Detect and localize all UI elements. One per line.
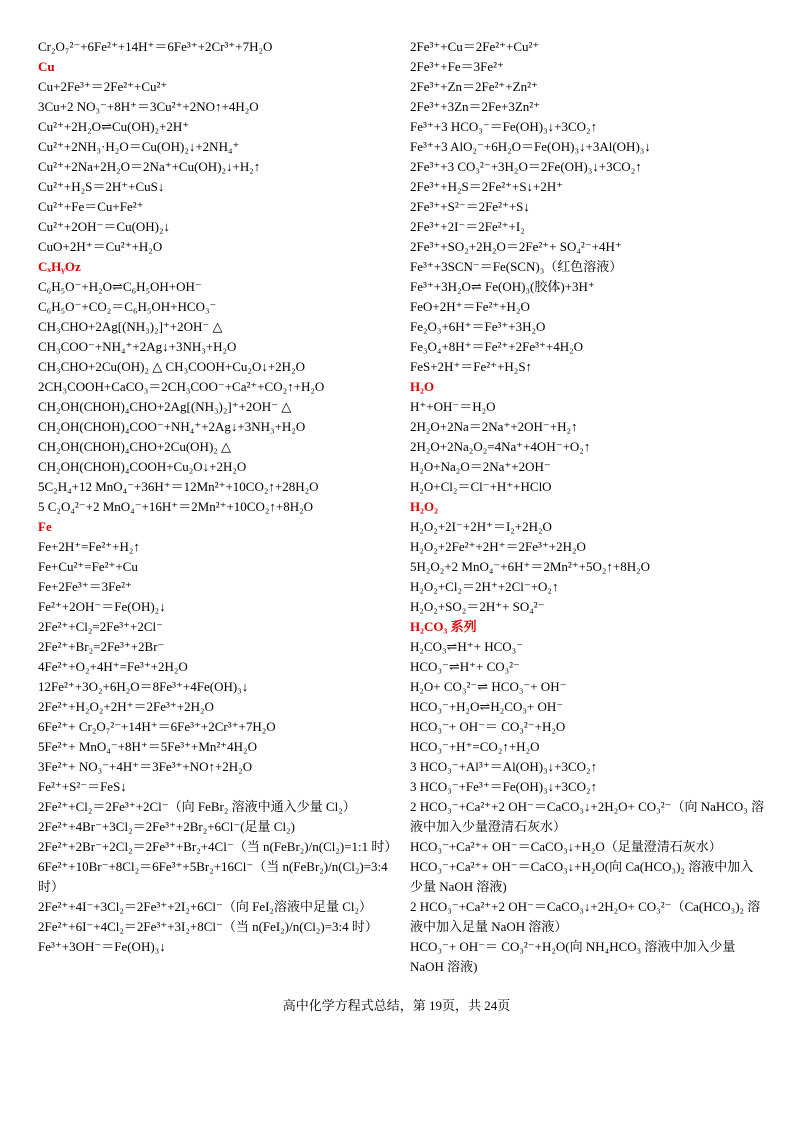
equation-line: Cu+2Fe³⁺＝2Fe²⁺+Cu²⁺ — [38, 79, 168, 94]
equation-line: 2Fe³⁺+3Zn＝2Fe+3Zn²⁺ — [410, 99, 541, 114]
equation-line: Cu²⁺+H₂S＝2H⁺+CuS↓ — [38, 179, 165, 194]
equation-line: Fe₃O₄+8H⁺＝Fe²⁺+2Fe³⁺+4H₂O — [410, 339, 584, 354]
section-heading: H₂CO₃ 系列 — [410, 619, 477, 634]
equation-line: HCO₃⁻+H⁺=CO₂↑+H₂O — [410, 739, 540, 754]
section-heading: H₂O₂ — [410, 499, 439, 514]
section-heading: H₂O — [410, 379, 435, 394]
equation-line: 2Fe³⁺+H₂S＝2Fe²⁺+S↓+2H⁺ — [410, 179, 564, 194]
equation-line: 2Fe²⁺+Cl₂＝2Fe³⁺+2Cl⁻（向 FeBr₂ 溶液中通入少量 Cl₂） — [38, 799, 356, 814]
equation-line: H₂O₂+SO₂＝2H⁺+ SO₄²⁻ — [410, 599, 545, 614]
equation-line: CH₂OH(CHOH)₄COOH+Cu₂O↓+2H₂O — [38, 459, 247, 474]
equation-line: Fe³⁺+3OH⁻＝Fe(OH)₃↓ — [38, 939, 166, 954]
equation-line: Fe³⁺+3SCN⁻＝Fe(SCN)₃（红色溶液） — [410, 259, 623, 274]
equation-line: 2Fe²⁺+H₂O₂+2H⁺＝2Fe³⁺+2H₂O — [38, 699, 214, 714]
equation-line: H₂O+Cl₂＝Cl⁻+H⁺+HClO — [410, 479, 552, 494]
equation-line: H₂O₂+Cl₂＝2H⁺+2Cl⁻+O₂↑ — [410, 579, 559, 594]
section-heading: CₓHᵧOz — [38, 259, 81, 274]
equation-line: 2Fe³⁺+S²⁻＝2Fe²⁺+S↓ — [410, 199, 530, 214]
equation-line: 2Fe²⁺+Cl₂=2Fe³⁺+2Cl⁻ — [38, 619, 163, 634]
equation-line: CuO+2H⁺＝Cu²⁺+H₂O — [38, 239, 163, 254]
equation-line: Fe+2Fe³⁺＝3Fe²⁺ — [38, 579, 132, 594]
equation-line: FeS+2H⁺＝Fe²⁺+H₂S↑ — [410, 359, 533, 374]
equation-line: H₂O+ CO₃²⁻⇌ HCO₃⁻+ OH⁻ — [410, 679, 567, 694]
page-footer: 高中化学方程式总结，第 19页，共 24页 — [282, 998, 511, 1013]
left-column — [38, 37, 398, 957]
equation-line: HCO₃⁻+ OH⁻＝ CO₃²⁻+H₂O(向 NH₄HCO₃ 溶液中加入少量 NaOH 溶液) — [410, 939, 736, 974]
equation-line: Cu²⁺+2OH⁻＝Cu(OH)₂↓ — [38, 219, 171, 234]
equation-line: CH₃CHO+2Cu(OH)₂ △ CH₃COOH+Cu₂O↓+2H₂O — [38, 359, 305, 374]
equation-line: HCO₃⁻⇌H⁺+ CO₃²⁻ — [410, 659, 520, 674]
equation-line: Fe₂O₃+6H⁺＝Fe³⁺+3H₂O — [410, 319, 546, 334]
equation-line: Cu²⁺+2Na+2H₂O＝2Na⁺+Cu(OH)₂↓+H₂↑ — [38, 159, 261, 174]
equation-line: 5H₂O₂+2 MnO₄⁻+6H⁺＝2Mn²⁺+5O₂↑+8H₂O — [410, 559, 651, 574]
equation-line: Cu²⁺+Fe＝Cu+Fe²⁺ — [38, 199, 144, 214]
equation-line: C₆H₅O⁻+CO₂＝C₆H₅OH+HCO₃⁻ — [38, 299, 217, 314]
equation-line: 2Fe²⁺+6I⁻+4Cl₂＝2Fe³⁺+3I₂+8Cl⁻（当 n(FeI₂)/n(Cl₂)=3:4 时） — [38, 919, 378, 934]
equation-line: Fe+2H⁺=Fe²⁺+H₂↑ — [38, 539, 140, 554]
equation-line: 5C₂H₄+12 MnO₄⁻+36H⁺＝12Mn²⁺+10CO₂↑+28H₂O — [38, 479, 319, 494]
equation-line: Cr₂O₇²⁻+6Fe²⁺+14H⁺＝6Fe³⁺+2Cr³⁺+7H₂O — [38, 39, 273, 54]
equation-line: 3Cu+2 NO₃⁻+8H⁺＝3Cu²⁺+2NO↑+4H₂O — [38, 99, 259, 114]
equation-line: 2Fe²⁺+2Br⁻+2Cl₂＝2Fe³⁺+Br₂+4Cl⁻（当 n(FeBr₂)/n(Cl₂)=1:1 时） — [38, 839, 398, 854]
equation-line: H⁺+OH⁻＝H₂O — [410, 399, 496, 414]
equation-line: 2H₂O+2Na₂O₂=4Na⁺+4OH⁻+O₂↑ — [410, 439, 591, 454]
equation-line: 2Fe²⁺+4I⁻+3Cl₂＝2Fe³⁺+2I₂+6Cl⁻（向 FeI₂溶液中足量 Cl₂） — [38, 899, 373, 914]
equation-line: FeO+2H⁺＝Fe²⁺+H₂O — [410, 299, 530, 314]
equation-line: 4Fe²⁺+O₂+4H⁺=Fe³⁺+2H₂O — [38, 659, 188, 674]
equation-line: CH₂OH(CHOH)₄CHO+2Cu(OH)₂ △ — [38, 439, 232, 454]
equation-line: 3Fe²⁺+ NO₃⁻+4H⁺＝3Fe³⁺+NO↑+2H₂O — [38, 759, 253, 774]
equation-line: CH₃CHO+2Ag[(NH₃)₂]⁺+2OH⁻ △ CH₃COO⁻+NH₄⁺+2Ag↓+3NH₃+H₂O — [38, 319, 237, 354]
equation-line: HCO₃⁻+H₂O⇌H₂CO₃+ OH⁻ — [410, 699, 564, 714]
equation-line: 2Fe³⁺+Zn＝2Fe²⁺+Zn²⁺ — [410, 79, 538, 94]
equation-line: Fe³⁺+3H₂O⇌ Fe(OH)₃(胶体)+3H⁺ — [410, 279, 595, 294]
equation-line: 6Fe²⁺+10Br⁻+8Cl₂＝6Fe³⁺+5Br₂+16Cl⁻（当 n(FeBr₂)/n(Cl₂)=3:4 时） — [38, 859, 388, 894]
equation-line: 2Fe²⁺+Br₂=2Fe³⁺+2Br⁻ — [38, 639, 165, 654]
equation-line: Cu²⁺+2H₂O⇌Cu(OH)₂+2H⁺ — [38, 119, 190, 134]
equation-line: H₂O+Na₂O＝2Na⁺+2OH⁻ — [410, 459, 551, 474]
equation-line: 2H₂O+2Na＝2Na⁺+2OH⁻+H₂↑ — [410, 419, 578, 434]
right-column — [410, 37, 766, 977]
equation-line: Fe²⁺+S²⁻＝FeS↓ — [38, 779, 127, 794]
equation-line: Fe²⁺+2OH⁻＝Fe(OH)₂↓ — [38, 599, 166, 614]
section-heading: Fe — [38, 519, 52, 534]
equation-line: Fe³⁺+3 HCO₃⁻＝Fe(OH)₃↓+3CO₂↑ — [410, 119, 598, 134]
equation-line: HCO₃⁻+Ca²⁺+ OH⁻＝CaCO₃↓+H₂O(向 Ca(HCO₃)₂ 溶液中加入少量 NaOH 溶液) — [410, 859, 754, 894]
equation-line: CH₂OH(CHOH)₄COO⁻+NH₄⁺+2Ag↓+3NH₃+H₂O — [38, 419, 306, 434]
equation-line: 3 HCO₃⁻+Al³⁺＝Al(OH)₃↓+3CO₂↑ — [410, 759, 598, 774]
equation-line: C₆H₅O⁻+H₂O⇌C₆H₅OH+OH⁻ — [38, 279, 202, 294]
equation-line: HCO₃⁻+Ca²⁺+ OH⁻＝CaCO₃↓+H₂O（足量澄清石灰水） — [410, 839, 722, 854]
equation-line: 2Fe³⁺+Cu＝2Fe²⁺+Cu²⁺ — [410, 39, 540, 54]
equation-line: 5Fe²⁺+ MnO₄⁻+8H⁺＝5Fe³⁺+Mn²⁺4H₂O — [38, 739, 257, 754]
equation-line: H₂CO₃⇌H⁺+ HCO₃⁻ — [410, 639, 524, 654]
equation-line: 6Fe²⁺+ Cr₂O₇²⁻+14H⁺＝6Fe³⁺+2Cr³⁺+7H₂O — [38, 719, 276, 734]
equation-line: 2Fe³⁺+SO₂+2H₂O＝2Fe²⁺+ SO₄²⁻+4H⁺ — [410, 239, 622, 254]
equation-line: Fe³⁺+3 AlO₂⁻+6H₂O＝Fe(OH)₃↓+3Al(OH)₃↓ — [410, 139, 651, 154]
equation-line: 2CH₃COOH+CaCO₃＝2CH₃COO⁻+Ca²⁺+CO₂↑+H₂O — [38, 379, 325, 394]
equation-line: Fe+Cu²⁺=Fe²⁺+Cu — [38, 559, 138, 574]
equation-line: 2 HCO₃⁻+Ca²⁺+2 OH⁻＝CaCO₃↓+2H₂O+ CO₃²⁻（向 NaHCO₃ 溶液中加入少量澄清石灰水） — [410, 799, 765, 834]
equation-line: Cu²⁺+2NH₃·H₂O＝Cu(OH)₂↓+2NH₄⁺ — [38, 139, 240, 154]
equation-line: HCO₃⁻+ OH⁻＝ CO₃²⁻+H₂O — [410, 719, 566, 734]
equation-line: H₂O₂+2I⁻+2H⁺＝I₂+2H₂O — [410, 519, 552, 534]
equation-line: 2Fe³⁺+Fe＝3Fe²⁺ — [410, 59, 504, 74]
equation-line: 2 HCO₃⁻+Ca²⁺+2 OH⁻＝CaCO₃↓+2H₂O+ CO₃²⁻（Ca(HCO₃)₂ 溶液中加入足量 NaOH 溶液） — [410, 899, 761, 934]
equation-line: 12Fe²⁺+3O₂+6H₂O＝8Fe³⁺+4Fe(OH)₃↓ — [38, 679, 249, 694]
equation-line: H₂O₂+2Fe²⁺+2H⁺＝2Fe³⁺+2H₂O — [410, 539, 586, 554]
equation-line: 3 HCO₃⁻+Fe³⁺＝Fe(OH)₃↓+3CO₂↑ — [410, 779, 598, 794]
equation-line: 2Fe³⁺+3 CO₃²⁻+3H₂O＝2Fe(OH)₃↓+3CO₂↑ — [410, 159, 642, 174]
equation-line: 2Fe³⁺+2I⁻＝2Fe²⁺+I₂ — [410, 219, 525, 234]
equation-line: CH₂OH(CHOH)₄CHO+2Ag[(NH₃)₂]⁺+2OH⁻ △ — [38, 399, 292, 414]
equation-line: 5 C₂O₄²⁻+2 MnO₄⁻+16H⁺＝2Mn²⁺+10CO₂↑+8H₂O — [38, 499, 314, 514]
section-heading: Cu — [38, 59, 55, 74]
equation-line: 2Fe²⁺+4Br⁻+3Cl₂＝2Fe³⁺+2Br₂+6Cl⁻(足量 Cl₂) — [38, 819, 295, 834]
